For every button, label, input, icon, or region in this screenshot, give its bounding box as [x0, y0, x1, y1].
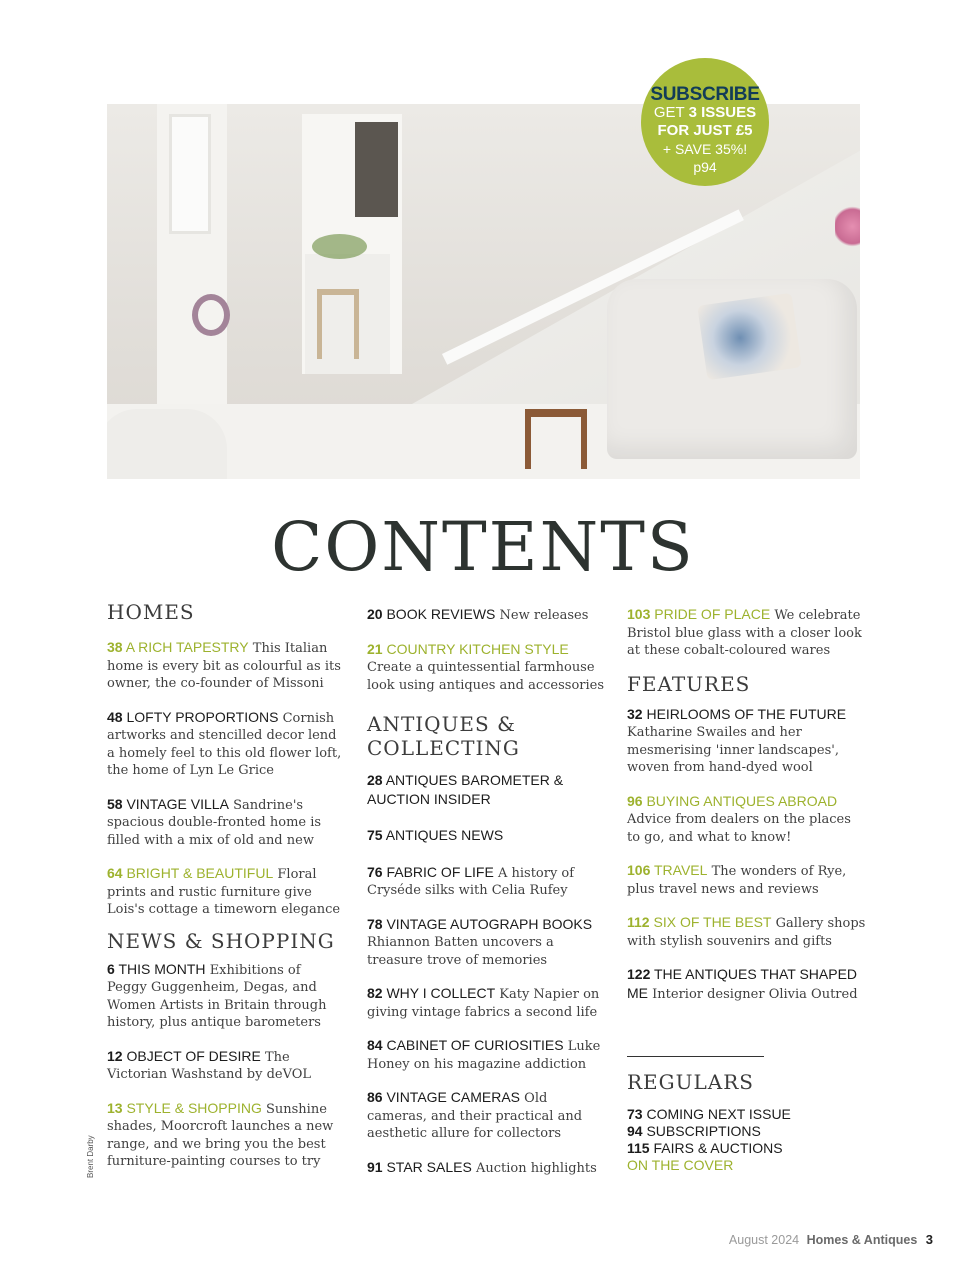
contents-entry[interactable]: [107, 1100, 342, 1171]
contents-entry[interactable]: [627, 706, 867, 777]
page-number: 91: [367, 1158, 383, 1175]
contents-entry[interactable]: [107, 796, 342, 850]
page-number: 20: [367, 606, 383, 622]
subscribe-roundel[interactable]: [641, 58, 769, 186]
contents-entry[interactable]: [367, 827, 607, 846]
contents-entry[interactable]: [367, 1089, 607, 1143]
pink-flowers: [835, 204, 860, 249]
section-features: FEATURES: [627, 671, 751, 696]
page-number: 82: [367, 985, 383, 1001]
regular-item[interactable]: [627, 1123, 867, 1140]
contents-entry[interactable]: [367, 916, 607, 970]
section-heading-line: ANTIQUES &: [367, 712, 516, 736]
entry-title: VINTAGE VILLA: [126, 795, 229, 812]
contents-entry[interactable]: [367, 772, 607, 809]
wreath: [192, 294, 230, 336]
dark-cabinet: [355, 122, 398, 217]
page-number: 103: [627, 606, 651, 622]
photo-credit: Brent Darby: [86, 1135, 95, 1178]
entry-title: FABRIC OF LIFE: [386, 863, 494, 880]
wooden-stool: [525, 409, 587, 469]
roundel-page: p94: [693, 159, 717, 175]
window: [169, 114, 211, 234]
greenery: [312, 234, 367, 259]
section-heading-line: COLLECTING: [367, 736, 520, 760]
roundel-get: GET: [653, 104, 689, 121]
on-the-cover-label[interactable]: ON THE COVER: [627, 1157, 734, 1173]
page-number: 12: [107, 1047, 123, 1064]
entry-title: BUYING ANTIQUES ABROAD: [646, 792, 838, 809]
entry-title: SIX OF THE BEST: [653, 914, 772, 930]
page-number: 86: [367, 1089, 383, 1105]
contents-entry[interactable]: [627, 862, 867, 898]
sofa-arm: [107, 409, 227, 479]
entry-title: HEIRLOOMS OF THE FUTURE: [646, 705, 847, 722]
entry-description: New releases: [499, 608, 589, 623]
page-number: 84: [367, 1037, 383, 1053]
entry-title: WHY I COLLECT: [386, 985, 496, 1001]
page-number: 13: [107, 1099, 123, 1116]
entry-title: PRIDE OF PLACE: [654, 606, 771, 622]
entry-title: COMING NEXT ISSUE: [646, 1106, 791, 1122]
regular-item[interactable]: [627, 1140, 867, 1157]
roundel-issues: 3 ISSUES: [688, 104, 757, 121]
page-number: 122: [627, 966, 651, 982]
page-number: 28: [367, 772, 383, 788]
entry-description: Create a quintessential farmhouse look using antiques and accessories: [367, 660, 605, 693]
entry-description: Katy Napier on giving vintage fabrics a second life: [367, 987, 600, 1020]
contents-entry[interactable]: [107, 1048, 342, 1084]
page-number-footer: 3: [925, 1232, 933, 1247]
page-number: 64: [107, 865, 123, 881]
entry-description: Auction highlights: [475, 1160, 597, 1176]
entry-description: Old cameras, and their practical and aesthetic allure for collectors: [367, 1091, 583, 1141]
entry-description: This Italian home is every bit as colourful as its owner, the co-founder of Missoni: [107, 641, 341, 691]
contents-entry[interactable]: [107, 639, 342, 693]
entry-title: SUBSCRIPTIONS: [646, 1123, 761, 1139]
regular-item[interactable]: [627, 1106, 867, 1123]
entry-title: BRIGHT & BEAUTIFUL: [126, 865, 274, 881]
contents-entry[interactable]: [367, 1037, 607, 1073]
entry-title: FAIRS & AUCTIONS: [653, 1140, 783, 1156]
roundel-price: FOR JUST £5: [657, 122, 753, 139]
entry-title: THIS MONTH: [118, 960, 206, 977]
column-left: [107, 600, 342, 1171]
entry-title: A RICH TAPESTRY: [125, 639, 249, 655]
entry-description: The wonders of Rye, plus travel news and reviews: [627, 864, 847, 897]
page-number: 106: [627, 862, 651, 878]
entry-description: Cornish artworks and stencilled decor lend a homely feel to this old flower loft, the home of Lyn Le Grice: [107, 710, 342, 778]
page-number: 32: [627, 705, 643, 722]
contents-entry[interactable]: [627, 793, 867, 847]
contents-entry[interactable]: [627, 966, 867, 1003]
contents-entry[interactable]: [627, 606, 867, 660]
entry-title: VINTAGE AUTOGRAPH BOOKS: [386, 915, 593, 932]
contents-entry[interactable]: [367, 864, 607, 900]
page-footer: [729, 1232, 933, 1247]
contents-entry[interactable]: [107, 961, 342, 1032]
section-news-shopping: NEWS & SHOPPING: [107, 928, 335, 953]
stool: [317, 289, 359, 359]
magazine-name: Homes & Antiques: [806, 1233, 918, 1247]
entry-title: STAR SALES: [386, 1158, 472, 1175]
contents-entry[interactable]: [107, 709, 342, 780]
entry-description: A history of Cryséde silks with Celia Rufey: [367, 865, 575, 898]
entry-description: Interior designer Olivia Outred: [652, 986, 858, 1002]
section-homes: HOMES: [107, 600, 195, 624]
roundel-offer: [641, 104, 769, 122]
contents-entry[interactable]: [627, 914, 867, 950]
entry-description: Katharine Swailes and her mesmerising 'inner landscapes', woven from hand-dyed wool: [627, 725, 839, 775]
entry-title: COUNTRY KITCHEN STYLE: [386, 640, 569, 657]
entry-title: TRAVEL: [654, 862, 708, 878]
page-number: 76: [367, 863, 383, 880]
page-number: 21: [367, 640, 383, 657]
entry-title: STYLE & SHOPPING: [126, 1099, 262, 1116]
entry-description: Floral prints and rustic furniture give Lois's cottage a timeworn elegance: [107, 867, 341, 917]
page-number: 78: [367, 915, 383, 932]
divider: [627, 1056, 764, 1057]
page-number: 58: [107, 795, 123, 812]
page-number: 94: [627, 1123, 643, 1139]
entry-description: Gallery shops with stylish souvenirs and gifts: [627, 916, 866, 949]
section-antiques-collecting: [367, 712, 607, 760]
entry-title: VINTAGE CAMERAS: [386, 1089, 521, 1105]
entry-title: ANTIQUES NEWS: [385, 827, 504, 843]
regulars-block: [627, 1070, 867, 1174]
entry-description: Exhibitions of Peggy Guggenheim, Degas, and Women Artists in Britain through history, plus antique barometers: [107, 962, 327, 1030]
entry-title: CABINET OF CURIOSITIES: [386, 1037, 564, 1053]
page-number: 115: [627, 1140, 650, 1156]
page-number: 75: [367, 827, 383, 843]
entry-description: Sandrine's spacious double-fronted home is filled with a mix of old and new: [107, 797, 322, 848]
entry-description: Rhiannon Batten uncovers a treasure trove of memories: [367, 935, 554, 968]
section-regulars: REGULARS: [627, 1070, 754, 1094]
contents-entry[interactable]: [107, 865, 342, 919]
page-title: CONTENTS: [271, 508, 695, 586]
page-number: 38: [107, 639, 123, 655]
column-right: [627, 606, 867, 1003]
entry-title: LOFTY PROPORTIONS: [126, 708, 279, 725]
entry-description: Luke Honey on his magazine addiction: [367, 1039, 601, 1072]
entry-title: OBJECT OF DESIRE: [126, 1047, 261, 1064]
issue-date: August 2024: [728, 1233, 800, 1247]
column-middle: [367, 606, 607, 1177]
entry-description: We celebrate Bristol blue glass with a closer look at these cobalt-coloured wares: [627, 608, 862, 658]
entry-title: THE ANTIQUES THAT SHAPED ME: [627, 966, 858, 1001]
entry-title: ANTIQUES BAROMETER & AUCTION INSIDER: [367, 772, 564, 807]
page-number: 48: [107, 708, 123, 725]
entry-title: BOOK REVIEWS: [386, 606, 496, 622]
roundel-save: + SAVE 35%!: [662, 141, 748, 157]
roundel-subscribe: SUBSCRIBE: [650, 84, 760, 105]
entry-description: Sunshine shades, Moorcroft launches a new range, and we bring you the best furniture-painting courses to try: [107, 1101, 334, 1169]
floral-cushion: [697, 293, 802, 380]
contents-entry[interactable]: [367, 985, 607, 1021]
contents-entry[interactable]: [367, 1159, 607, 1178]
page-number: 112: [627, 914, 650, 930]
entry-description: The Victorian Washstand by deVOL: [107, 1049, 312, 1082]
page-number: 73: [627, 1106, 643, 1122]
page-number: 96: [627, 792, 643, 809]
contents-entry[interactable]: [367, 641, 607, 695]
entry-description: Advice from dealers on the places to go, and what to know!: [627, 812, 851, 845]
page-number: 6: [107, 960, 115, 977]
contents-entry[interactable]: [367, 606, 607, 625]
regulars-list: [627, 1106, 867, 1174]
